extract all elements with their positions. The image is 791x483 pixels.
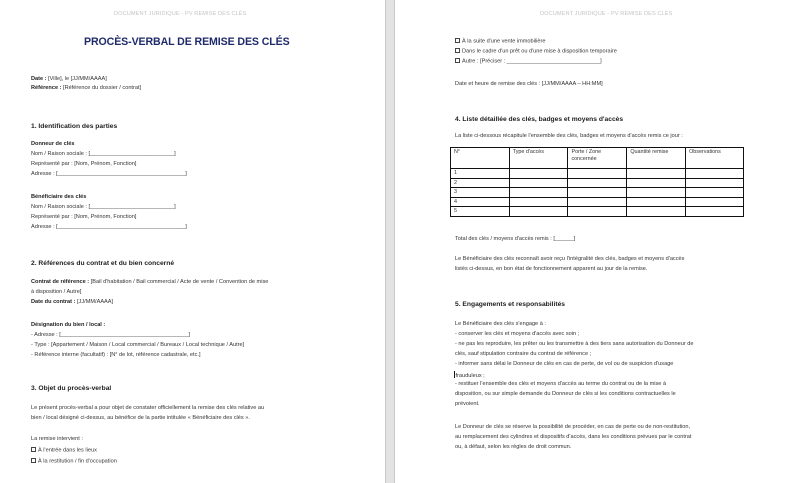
total-remis: Total des clés / moyens d'accès remis : [______] [455,236,576,242]
column-header: N° [451,148,510,169]
engagement-line: clés, sauf stipulation contraire du contrat de référence ; [455,351,592,357]
table-cell[interactable] [686,207,744,217]
column-header: Type d'accès [509,148,568,169]
table-row [451,188,744,198]
beneficiaire-nom: Nom / Raison sociale : [___________________________] [31,204,176,210]
objet-para-1: Le présent procès-verbal a pour objet de constater officiellement la remise des clés relative au [31,405,265,411]
keys-table [450,147,744,217]
date-heure-remise: Date et heure de remise des clés : [JJ/MM/AAAA – HH:MM] [455,81,603,87]
table-cell[interactable] [627,207,686,217]
table-cell[interactable] [627,197,686,207]
table-cell[interactable] [509,169,568,179]
option-pret[interactable] [455,48,617,56]
engagement-line: - informer sans délai le Donneur de clés en cas de perte, de vol ou de suspicion d'usage [455,361,674,367]
engagement-line: - restituer l'ensemble des clés et moyens d'accès au terme du contrat ou de la mise à [455,381,667,387]
table-cell[interactable] [686,188,744,198]
objet-para-2: bien / local désigné ci-dessus, au bénéfice de la partie intitulée « Bénéficiaire des clés ». [31,415,250,421]
table-cell[interactable] [509,178,568,188]
page-header-note: DOCUMENT JURIDIQUE - PV REMISE DES CLÉS [114,11,247,17]
contrat-label: Contrat de référence : [31,279,90,285]
table-cell[interactable] [627,169,686,179]
date-value: [Ville], le [JJ/MM/AAAA] [46,76,107,82]
donneur-reserve-line-1: Le Donneur de clés se réserve la possibilité de procéder, en cas de perte ou de non-restitution, [455,424,691,430]
option-entree[interactable] [31,447,97,455]
table-cell[interactable]: 1 [451,169,510,179]
liste-intro: La liste ci-dessous récapitule l'ensemble des clés, badges et moyens d'accès remis ce jour : [455,133,683,139]
reference-line [31,85,141,92]
table-header-row [451,148,744,169]
document-title: PROCÈS-VERBAL DE REMISE DES CLÉS [84,36,290,48]
table-row [451,169,744,179]
beneficiaire-adresse: Adresse : [_________________________________________] [31,224,187,230]
section-4-heading: 4. Liste détaillée des clés, badges et moyens d'accès [455,116,624,123]
column-header: Porte / Zone concernée [568,148,627,169]
option-label: Autre : [Préciser : ______________________________] [462,58,602,65]
checkbox-icon[interactable] [455,38,460,43]
option-label: À la restitution / fin d'occupation [38,458,117,465]
engagement-line-with-cursor[interactable] [454,371,485,380]
donneur-reserve-line-2: au remplacement des cylindres et dispositifs d'accès, dans les conditions prévues par le contrat [455,434,692,440]
table-cell[interactable] [568,207,627,217]
document-page-1[interactable] [0,0,385,483]
donneur-represente: Représenté par : [Nom, Prénom, Fonction] [31,161,137,167]
date-contrat-label: Date du contrat : [31,299,76,305]
date-line [31,76,107,83]
designation-label: Désignation du bien / local : [31,322,106,328]
table-cell[interactable] [627,178,686,188]
engagement-line: disposition, ou sur simple demande du Donneur de clés si les conditions contractuelles le [455,391,676,397]
designation-ref-interne: - Référence interne (facultatif) : [N° de lot, référence cadastrale, etc.] [31,352,201,358]
option-label: Dans le cadre d'un prêt ou d'une mise à disposition temporaire [462,48,617,55]
engagement-line: - conserver les clés et moyens d'accès avec soin ; [455,331,580,337]
donneur-adresse: Adresse : [_________________________________________] [31,171,187,177]
document-page-2[interactable] [395,0,791,483]
reconnait-line-1: Le Bénéficiaire des clés reconnaît avoir reçu l'intégralité des clés, badges et moyens d'accès [455,256,685,262]
table-cell[interactable]: 5 [451,207,510,217]
column-header: Quantité remise [627,148,686,169]
date-contrat-line [31,299,113,306]
table-cell[interactable]: 2 [451,178,510,188]
table-cell[interactable] [509,188,568,198]
engagement-line: prévoient. [455,401,480,407]
option-autre[interactable] [455,58,602,66]
beneficiaire-title: Bénéficiaire des clés [31,194,87,200]
table-cell[interactable] [568,169,627,179]
option-label: À l'entrée dans les lieux [38,447,97,454]
table-row [451,207,744,217]
designation-type: - Type : [Appartement / Maison / Local commercial / Bureaux / Local technique / Autre] [31,342,245,348]
engage-intro: Le Bénéficiaire des clés s'engage à : [455,321,546,327]
table-cell[interactable]: 4 [451,197,510,207]
table-cell[interactable]: 3 [451,188,510,198]
donneur-reserve-line-3: ou, à défaut, selon les règles de droit commun. [455,444,572,450]
section-5-heading: 5. Engagements et responsabilités [455,301,566,308]
table-cell[interactable] [568,188,627,198]
engagement-line: frauduleux ; [455,373,485,379]
table-cell[interactable] [686,169,744,179]
table-cell[interactable] [686,178,744,188]
option-label: À la suite d'une vente immobilière [462,38,546,45]
table-cell[interactable] [509,207,568,217]
table-cell[interactable] [568,197,627,207]
remise-intervient: La remise intervient : [31,436,83,442]
table-cell[interactable] [627,188,686,198]
table-cell[interactable] [509,197,568,207]
date-label: Date : [31,76,47,82]
option-vente[interactable] [455,38,545,46]
table-cell[interactable] [686,197,744,207]
contrat-value: [Bail d'habitation / Bail commercial / Acte de vente / Convention de mise [89,279,269,285]
checkbox-icon[interactable] [455,58,460,63]
donneur-nom: Nom / Raison sociale : [___________________________] [31,151,176,157]
table-row [451,178,744,188]
section-3-heading: 3. Objet du procès-verbal [31,385,112,392]
section-2-heading: 2. Références du contrat et du bien concerné [31,260,175,267]
designation-adresse: - Adresse : [_________________________________________] [31,332,190,338]
date-contrat-value: [JJ/MM/AAAA] [75,299,114,305]
reconnait-line-2: listés ci-dessus, en bon état de fonctionnement apparent au jour de la remise. [455,266,648,272]
column-header: Observations [686,148,744,169]
contrat-line-1 [31,279,268,286]
engagement-line: - ne pas les reproduire, les prêter ou les transmettre à des tiers sans autorisation du Donneur de [455,341,694,347]
beneficiaire-represente: Représenté par : [Nom, Prénom, Fonction] [31,214,137,220]
page-gutter [385,0,395,483]
contrat-line-2: à disposition / Autre] [31,289,82,295]
donneur-title: Donneur de clés [31,141,75,147]
checkbox-icon[interactable] [31,447,36,452]
page-header-note: DOCUMENT JURIDIQUE - PV REMISE DES CLÉS [540,11,673,17]
section-1-heading: 1. Identification des parties [31,123,118,130]
option-restitution[interactable] [31,458,117,466]
reference-value: [Référence du dossier / contrat] [61,85,142,91]
checkbox-icon[interactable] [455,48,460,53]
table-row [451,197,744,207]
reference-label: Référence : [31,85,62,91]
checkbox-icon[interactable] [31,458,36,463]
table-cell[interactable] [568,178,627,188]
